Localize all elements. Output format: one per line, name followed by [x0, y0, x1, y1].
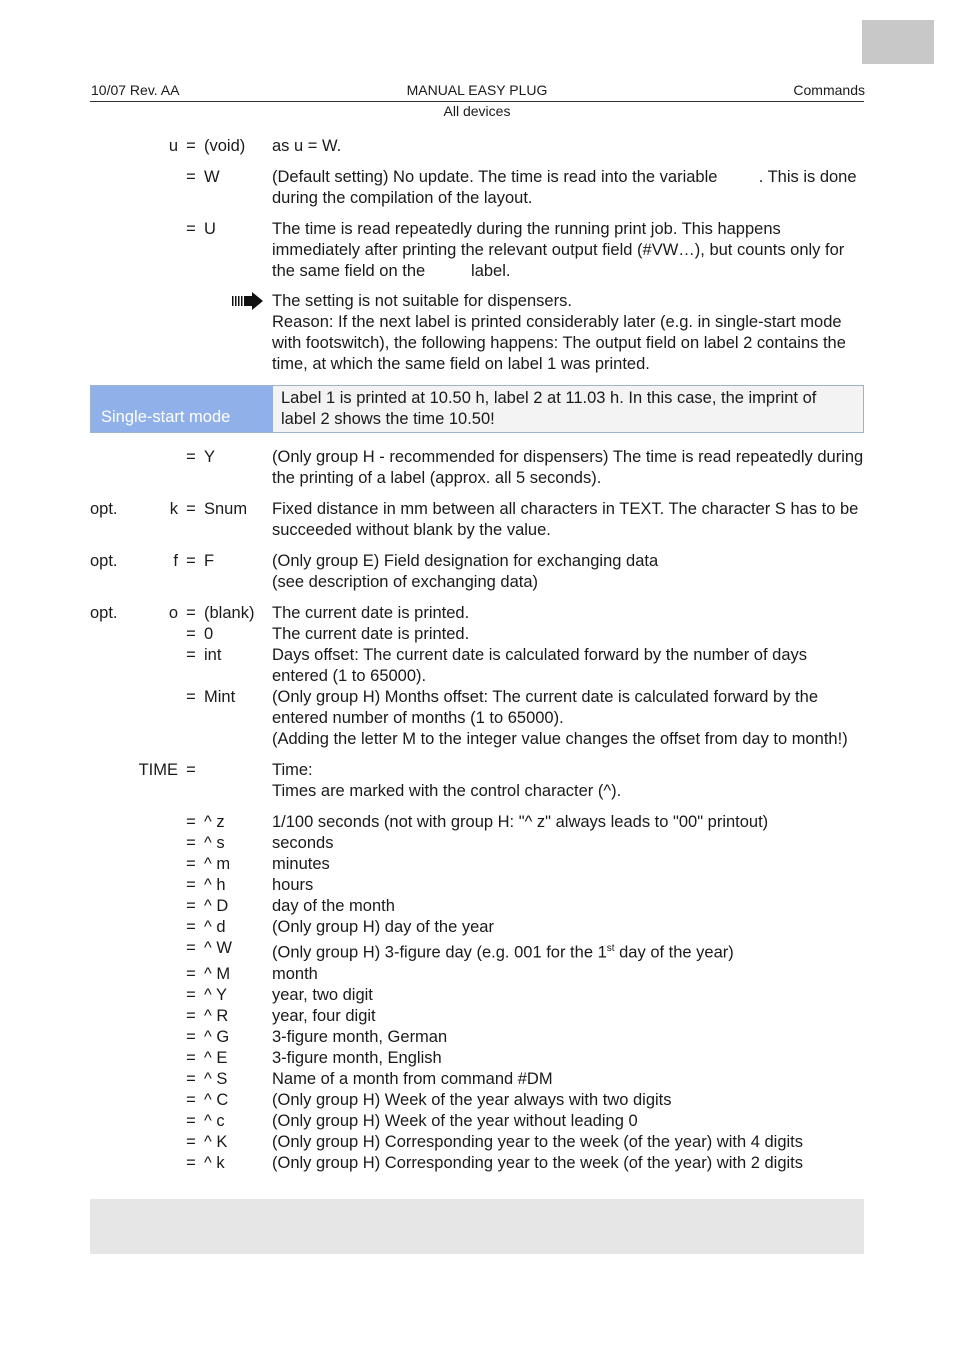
equals-sign: = — [186, 985, 196, 1004]
time-code: ^ K — [204, 1132, 228, 1151]
param-desc: as u = W. — [272, 137, 342, 155]
list-item — [90, 1153, 864, 1174]
equals-sign: = — [186, 137, 196, 155]
equals-sign: = — [186, 1153, 196, 1172]
header-section: Commands — [793, 82, 865, 98]
param-value: (void) — [204, 137, 246, 155]
param-row-o-mint — [90, 687, 864, 750]
footer-band — [90, 1199, 864, 1254]
equals-sign: = — [186, 939, 196, 957]
time-code: ^ c — [204, 1111, 225, 1130]
param-row-f — [90, 551, 864, 593]
param-value: (blank) — [204, 604, 255, 622]
param-desc: (Default setting) No update. The time is read into the variable . This is done during the compilation of the layout. — [272, 168, 862, 207]
param-desc: The current date is printed. — [272, 604, 470, 622]
time-code-desc: seconds — [272, 834, 334, 852]
header-rule — [90, 101, 864, 102]
equals-sign: = — [186, 646, 196, 664]
param-value: Mint — [204, 688, 236, 706]
time-code-desc: (Only group H) 3-figure day (e.g. 001 for the 1st day of the year) — [272, 943, 734, 962]
equals-sign: = — [186, 625, 196, 643]
note-block — [90, 291, 864, 375]
equals-sign: = — [186, 220, 196, 238]
time-code-desc: 3-figure month, German — [272, 1027, 448, 1046]
list-item — [90, 1132, 864, 1153]
param-desc: The time is read repeatedly during the running print job. This happens immediately after printing the relevant output field (#VW…), but counts only for the same field on the label. — [272, 220, 849, 280]
optional-flag: opt. — [90, 552, 118, 570]
equals-sign: = — [186, 688, 196, 706]
time-code: ^ D — [204, 897, 229, 915]
equals-sign: = — [186, 168, 196, 186]
param-value: Snum — [204, 500, 248, 518]
time-code-desc: (Only group H) Corresponding year to the week (of the year) with 2 digits — [272, 1153, 803, 1172]
time-code-desc: (Only group H) Corresponding year to the week (of the year) with 4 digits — [272, 1132, 803, 1151]
time-code-desc: 1/100 seconds (not with group H: "^ z" always leads to "00" printout) — [272, 813, 769, 831]
equals-sign: = — [186, 834, 196, 852]
time-code: ^ R — [204, 1006, 229, 1025]
list-item — [90, 896, 864, 917]
time-code-desc: 3-figure month, English — [272, 1048, 442, 1067]
equals-sign: = — [186, 876, 196, 894]
param-desc: Fixed distance in mm between all characters in TEXT. The character S has to be succeeded without blank by the value. — [272, 500, 859, 539]
param-name: o — [168, 604, 178, 622]
list-item — [90, 1090, 864, 1111]
list-item — [90, 1069, 864, 1090]
example-text: Label 1 is printed at 10.50 h, label 2 at 11.03 h. In this case, the imprint of label 2 shows the time 10.50! — [273, 386, 863, 432]
param-row-w — [90, 167, 864, 209]
param-desc: Times are marked with the control character (^). — [272, 782, 622, 800]
time-code: ^ m — [204, 855, 231, 873]
equals-sign: = — [186, 918, 196, 936]
param-row-o-int — [90, 645, 864, 687]
equals-sign: = — [186, 1027, 196, 1046]
time-code-list — [90, 812, 864, 1174]
param-desc: (Only group H - recommended for dispensers) The time is read repeatedly during the printing of a label (approx. all 5 seconds). — [272, 448, 864, 487]
param-name: k — [169, 500, 178, 518]
param-value: int — [204, 646, 222, 664]
time-code-desc: year, two digit — [272, 985, 373, 1004]
equals-sign: = — [186, 500, 196, 518]
time-code: ^ d — [204, 918, 226, 936]
list-item — [90, 985, 864, 1006]
time-code-desc: day of the month — [272, 897, 395, 915]
param-desc: (see description of exchanging data) — [272, 573, 538, 591]
time-code-desc: (Only group H) Week of the year without leading 0 — [272, 1111, 638, 1130]
parameter-table — [90, 136, 864, 1174]
time-code: ^ s — [204, 834, 225, 852]
example-label: Single-start mode — [101, 408, 231, 426]
equals-sign: = — [186, 761, 196, 779]
list-item — [90, 833, 864, 854]
time-code-desc: Name of a month from command #DM — [272, 1069, 553, 1088]
equals-sign: = — [186, 552, 196, 570]
time-code: ^ M — [204, 964, 231, 983]
param-desc: (Only group E) Field designation for exchanging data — [272, 552, 659, 570]
arrow-right-icon — [232, 292, 264, 310]
time-code-desc: year, four digit — [272, 1006, 376, 1025]
param-row-u — [90, 136, 864, 157]
param-desc: (Only group H) Months offset: The current date is calculated forward by the entered number of months (1 to 65000). — [272, 688, 818, 727]
param-desc: (Adding the letter M to the integer value changes the offset from day to month!) — [272, 730, 848, 748]
equals-sign: = — [186, 1090, 196, 1109]
equals-sign: = — [186, 1069, 196, 1088]
list-item — [90, 1027, 864, 1048]
equals-sign: = — [186, 1048, 196, 1067]
list-item — [90, 938, 864, 964]
param-row-time — [90, 760, 864, 802]
param-row-u-value — [90, 219, 864, 282]
time-code: ^ W — [204, 939, 232, 957]
param-value: W — [204, 168, 220, 186]
time-code: ^ h — [204, 876, 226, 894]
time-code-desc: (Only group H) day of the year — [272, 918, 494, 936]
equals-sign: = — [186, 813, 196, 831]
param-desc: Time: — [272, 761, 313, 779]
list-item — [90, 964, 864, 985]
equals-sign: = — [186, 1132, 196, 1151]
list-item — [90, 1048, 864, 1069]
equals-sign: = — [186, 1111, 196, 1130]
param-row-o-zero — [90, 624, 864, 645]
example-box — [90, 385, 864, 433]
list-item — [90, 1006, 864, 1027]
list-item — [90, 812, 864, 833]
equals-sign: = — [186, 604, 196, 622]
param-name: u — [168, 137, 178, 155]
time-code: ^ Y — [204, 985, 228, 1004]
page-tab-marker — [862, 20, 934, 64]
note-line: The setting is not suitable for dispensers. — [272, 292, 572, 310]
time-code: ^ z — [204, 813, 225, 831]
optional-flag: opt. — [90, 500, 118, 518]
param-value: 0 — [204, 625, 214, 643]
note-line: Reason: If the next label is printed considerably later (e.g. in single-start mode with footswitch), the following happens: The output field on label 2 contains the time, at which the same field on label 1 was printed. — [272, 313, 846, 373]
param-value: Y — [204, 448, 216, 466]
time-code: ^ G — [204, 1027, 230, 1046]
param-row-k — [90, 499, 864, 541]
time-code-desc: month — [272, 964, 318, 983]
equals-sign: = — [186, 964, 196, 983]
header-title: MANUAL EASY PLUG — [406, 82, 548, 98]
param-row-y — [90, 447, 864, 489]
equals-sign: = — [186, 1006, 196, 1025]
list-item — [90, 875, 864, 896]
time-code: ^ C — [204, 1090, 229, 1109]
param-name: f — [173, 552, 178, 570]
time-code: ^ S — [204, 1069, 228, 1088]
param-desc: Days offset: The current date is calculated forward by the number of days entered (1 to 65000). — [272, 646, 808, 685]
equals-sign: = — [186, 897, 196, 915]
param-desc: The current date is printed. — [272, 625, 470, 643]
optional-flag: opt. — [90, 604, 118, 622]
time-code-desc: (Only group H) Week of the year always with two digits — [272, 1090, 672, 1109]
param-value: F — [204, 552, 215, 570]
list-item — [90, 854, 864, 875]
param-value: U — [204, 220, 216, 238]
superscript: st — [606, 943, 615, 954]
header-revision: 10/07 Rev. AA — [91, 82, 180, 98]
equals-sign: = — [186, 448, 196, 466]
time-code: ^ k — [204, 1153, 225, 1172]
header-subtitle: All devices — [443, 103, 511, 119]
time-code-desc: minutes — [272, 855, 330, 873]
param-row-o — [90, 603, 864, 624]
param-name: TIME — [138, 761, 178, 779]
equals-sign: = — [186, 855, 196, 873]
time-code-desc: hours — [272, 876, 314, 894]
time-code: ^ E — [204, 1048, 228, 1067]
list-item — [90, 1111, 864, 1132]
list-item — [90, 917, 864, 938]
